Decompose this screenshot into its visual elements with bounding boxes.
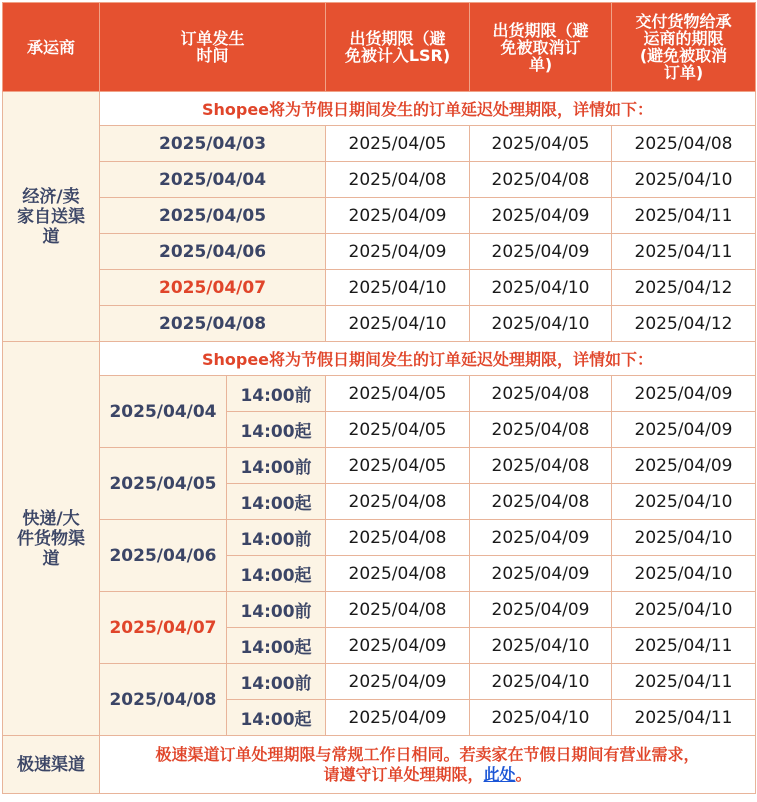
fast-channel-row — [3, 736, 756, 794]
ship-deadline-lsr: 2025/04/10 — [326, 306, 470, 342]
ship-deadline-lsr: 2025/04/09 — [326, 664, 470, 700]
order-date: 2025/04/05 — [100, 448, 227, 520]
order-time-slot: 14:00起 — [227, 628, 326, 664]
order-date: 2025/04/03 — [100, 126, 326, 162]
handover-deadline: 2025/04/09 — [612, 412, 756, 448]
order-time-slot: 14:00前 — [227, 664, 326, 700]
note-line-2: 请遵守订单处理期限， — [323, 764, 484, 784]
table-row — [3, 126, 756, 162]
ship-deadline-cancel: 2025/04/08 — [470, 376, 612, 412]
carrier-economy: 经济/卖 家自送渠 道 — [3, 92, 100, 342]
order-date: 2025/04/06 — [100, 520, 227, 592]
header-ship-deadline-cancel: 出货期限（避 免被取消订 单) — [470, 3, 612, 92]
ship-deadline-lsr: 2025/04/09 — [326, 700, 470, 736]
order-time-slot: 14:00起 — [227, 556, 326, 592]
handover-deadline: 2025/04/11 — [612, 234, 756, 270]
order-date: 2025/04/06 — [100, 234, 326, 270]
handover-deadline: 2025/04/09 — [612, 376, 756, 412]
order-time-slot: 14:00前 — [227, 592, 326, 628]
table-row — [3, 664, 756, 700]
ship-deadline-lsr: 2025/04/09 — [326, 234, 470, 270]
handover-deadline: 2025/04/12 — [612, 306, 756, 342]
ship-deadline-cancel: 2025/04/10 — [470, 628, 612, 664]
ship-deadline-lsr: 2025/04/05 — [326, 126, 470, 162]
note-end: 。 — [515, 764, 532, 784]
ship-deadline-cancel: 2025/04/09 — [470, 520, 612, 556]
order-time-slot: 14:00起 — [227, 700, 326, 736]
table-row — [3, 520, 756, 556]
ship-deadline-lsr: 2025/04/05 — [326, 448, 470, 484]
header-ship-deadline-lsr: 出货期限（避 免被计入LSR) — [326, 3, 470, 92]
economy-notice-row — [3, 92, 756, 126]
ship-deadline-cancel: 2025/04/09 — [470, 556, 612, 592]
order-date: 2025/04/08 — [100, 306, 326, 342]
ship-deadline-cancel: 2025/04/10 — [470, 270, 612, 306]
carrier-express: 快递/大 件货物渠 道 — [3, 342, 100, 736]
here-link[interactable]: 此处 — [483, 764, 516, 784]
order-time-slot: 14:00前 — [227, 376, 326, 412]
ship-deadline-cancel: 2025/04/09 — [470, 198, 612, 234]
ship-deadline-cancel: 2025/04/08 — [470, 448, 612, 484]
notice-text: Shopee将为节假日期间发生的订单延迟处理期限，详情如下： — [100, 92, 756, 126]
handover-deadline: 2025/04/10 — [612, 484, 756, 520]
table-row — [3, 448, 756, 484]
handover-deadline: 2025/04/11 — [612, 198, 756, 234]
holiday-deadline-table — [2, 2, 756, 794]
express-notice-row — [3, 342, 756, 376]
handover-deadline: 2025/04/10 — [612, 592, 756, 628]
ship-deadline-lsr: 2025/04/08 — [326, 520, 470, 556]
ship-deadline-lsr: 2025/04/08 — [326, 592, 470, 628]
handover-deadline: 2025/04/12 — [612, 270, 756, 306]
handover-deadline: 2025/04/11 — [612, 628, 756, 664]
order-time-slot: 14:00前 — [227, 448, 326, 484]
ship-deadline-cancel: 2025/04/08 — [470, 412, 612, 448]
notice-text: Shopee将为节假日期间发生的订单延迟处理期限，详情如下： — [100, 342, 756, 376]
table-row — [3, 592, 756, 628]
table-row — [3, 162, 756, 198]
order-date: 2025/04/07 — [100, 270, 326, 306]
table-row — [3, 376, 756, 412]
handover-deadline: 2025/04/08 — [612, 126, 756, 162]
carrier-fast: 极速渠道 — [3, 736, 100, 794]
ship-deadline-lsr: 2025/04/08 — [326, 484, 470, 520]
order-date: 2025/04/07 — [100, 592, 227, 664]
header-handover-deadline: 交付货物给承 运商的期限 (避免被取消 订单) — [612, 3, 756, 92]
table-row — [3, 306, 756, 342]
order-date: 2025/04/08 — [100, 664, 227, 736]
order-time-slot: 14:00起 — [227, 412, 326, 448]
header-order-time: 订单发生 时间 — [100, 3, 326, 92]
ship-deadline-lsr: 2025/04/05 — [326, 412, 470, 448]
handover-deadline: 2025/04/11 — [612, 664, 756, 700]
ship-deadline-cancel: 2025/04/10 — [470, 306, 612, 342]
handover-deadline: 2025/04/09 — [612, 448, 756, 484]
order-time-slot: 14:00起 — [227, 484, 326, 520]
ship-deadline-lsr: 2025/04/08 — [326, 556, 470, 592]
ship-deadline-cancel: 2025/04/08 — [470, 484, 612, 520]
order-date: 2025/04/04 — [100, 376, 227, 448]
ship-deadline-lsr: 2025/04/09 — [326, 198, 470, 234]
ship-deadline-cancel: 2025/04/10 — [470, 700, 612, 736]
table-row — [3, 198, 756, 234]
order-time-slot: 14:00前 — [227, 520, 326, 556]
handover-deadline: 2025/04/11 — [612, 700, 756, 736]
order-date: 2025/04/04 — [100, 162, 326, 198]
ship-deadline-cancel: 2025/04/05 — [470, 126, 612, 162]
handover-deadline: 2025/04/10 — [612, 162, 756, 198]
ship-deadline-cancel: 2025/04/08 — [470, 162, 612, 198]
table-row — [3, 270, 756, 306]
order-date: 2025/04/05 — [100, 198, 326, 234]
ship-deadline-lsr: 2025/04/05 — [326, 376, 470, 412]
ship-deadline-cancel: 2025/04/10 — [470, 664, 612, 700]
ship-deadline-cancel: 2025/04/09 — [470, 234, 612, 270]
ship-deadline-lsr: 2025/04/09 — [326, 628, 470, 664]
ship-deadline-cancel: 2025/04/09 — [470, 592, 612, 628]
ship-deadline-lsr: 2025/04/10 — [326, 270, 470, 306]
fast-channel-note — [100, 736, 756, 794]
ship-deadline-lsr: 2025/04/08 — [326, 162, 470, 198]
header-carrier: 承运商 — [3, 3, 100, 92]
handover-deadline: 2025/04/10 — [612, 520, 756, 556]
handover-deadline: 2025/04/10 — [612, 556, 756, 592]
table-row — [3, 234, 756, 270]
note-line-1: 极速渠道订单处理期限与常规工作日相同。若卖家在节假日期间有营业需求， — [155, 744, 700, 764]
